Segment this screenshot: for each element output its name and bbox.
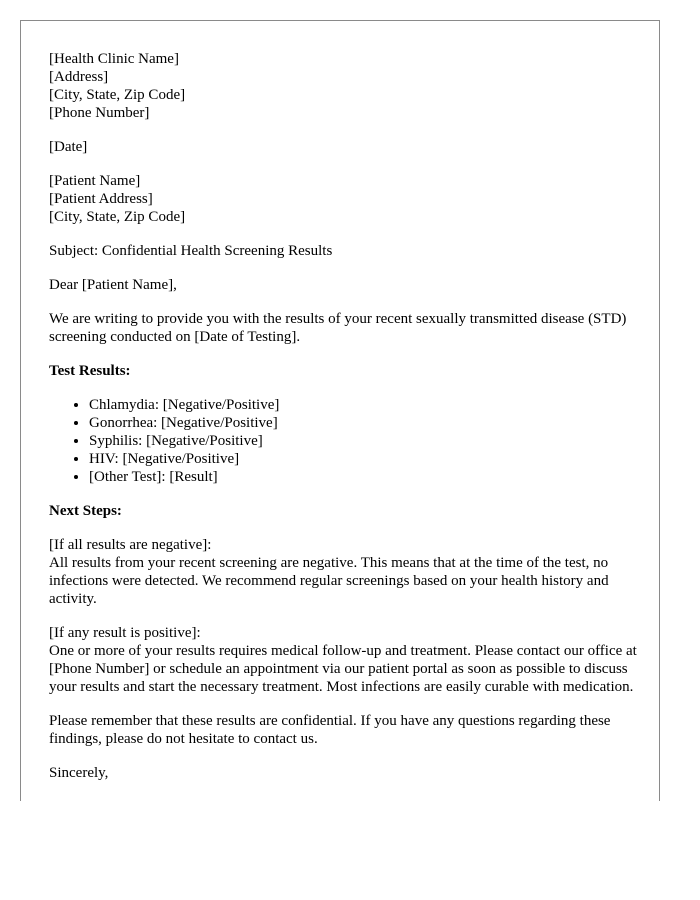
patient-city-state-zip: [City, State, Zip Code] — [49, 209, 186, 225]
patient-name: [Patient Name] — [49, 173, 141, 189]
patient-address: [Patient Address] — [49, 191, 153, 207]
closing-paragraph: Please remember that these results are confidential. If you have any questions regarding these findings, please do not hesitate to contact us. — [49, 713, 611, 747]
clinic-address: [Address] — [49, 69, 109, 85]
positive-results-section — [49, 624, 639, 696]
list-item: • Chlamydia: [Negative/Positive] — [89, 396, 639, 414]
clinic-name: [Health Clinic Name] — [49, 51, 179, 67]
test-results-heading: Test Results: — [49, 363, 131, 379]
negative-results-text: All results from your recent screening are negative. This means that at the time of the test, no infections were detected. We recommend regular screenings based on your health history and activity. — [49, 555, 609, 607]
next-steps-heading: Next Steps: — [49, 503, 122, 519]
test-results-list — [49, 396, 639, 486]
letter-date: [Date] — [49, 139, 88, 155]
list-item: • HIV: [Negative/Positive] — [89, 450, 639, 468]
subject-line: Subject: Confidential Health Screening Results — [49, 243, 333, 259]
letter-body — [49, 50, 639, 798]
clinic-city-state-zip: [City, State, Zip Code] — [49, 87, 186, 103]
negative-results-section — [49, 536, 639, 608]
clinic-phone: [Phone Number] — [49, 105, 150, 121]
list-item: • Gonorrhea: [Negative/Positive] — [89, 414, 639, 432]
signoff: Sincerely, — [49, 765, 109, 781]
list-item: • [Other Test]: [Result] — [89, 468, 639, 486]
negative-results-label: [If all results are negative]: — [49, 537, 212, 553]
letter-page — [20, 20, 660, 801]
positive-results-text: One or more of your results requires medical follow-up and treatment. Please contact our office at [Phone Number] or schedule an appointment via our patient portal as soon as possible to discuss your results and start the necessary treatment. Most infections are easily curable with medication. — [49, 643, 637, 695]
salutation: Dear [Patient Name], — [49, 277, 177, 293]
intro-paragraph: We are writing to provide you with the results of your recent sexually transmitted disease (STD) screening conducted on [Date of Testing]. — [49, 311, 627, 345]
positive-results-label: [If any result is positive]: — [49, 625, 201, 641]
patient-address-block — [49, 172, 639, 226]
clinic-header — [49, 50, 639, 122]
list-item: • Syphilis: [Negative/Positive] — [89, 432, 639, 450]
